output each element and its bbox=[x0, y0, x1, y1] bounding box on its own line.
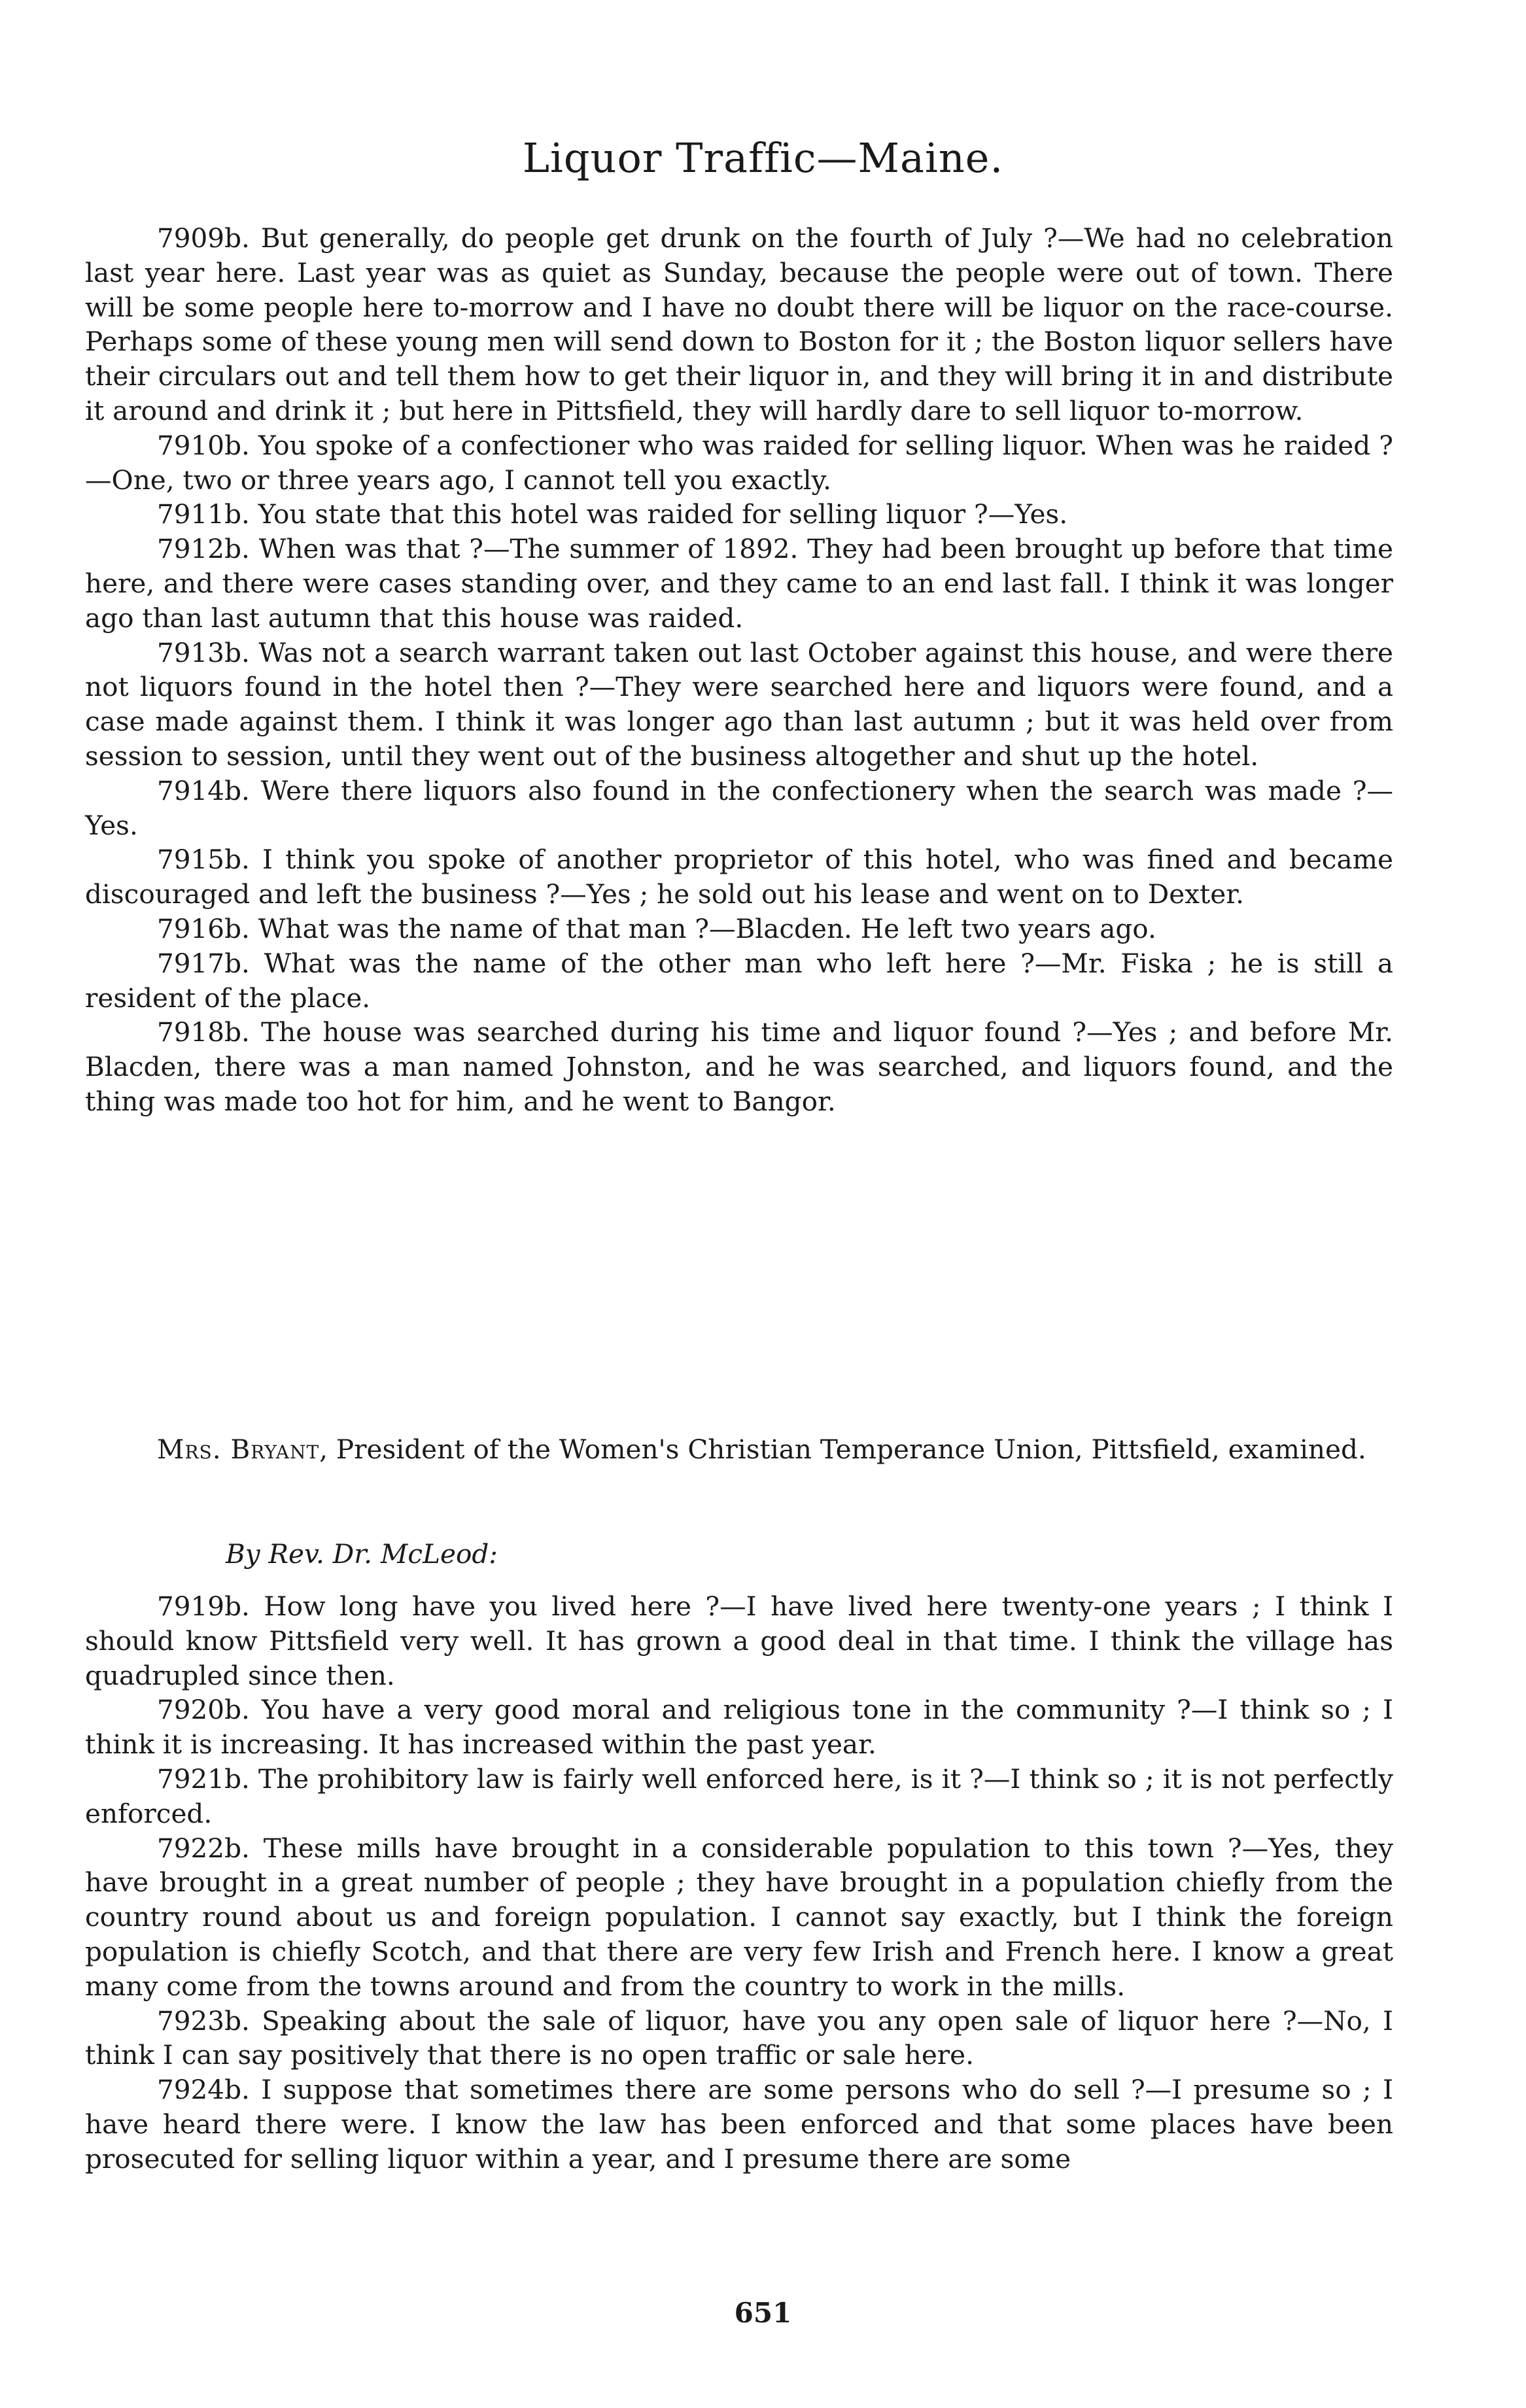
testimony-section-1 bbox=[85, 221, 1393, 1119]
witness-description: , President of the Women's Christian Temperance Union, Pittsfield, examined. bbox=[319, 1434, 1366, 1465]
testimony-paragraph-7924b: 7924b. I suppose that sometimes there are some persons who do sell ?—I presume so ; I have heard there were. I know the law has been enforced and that some places have been prosecuted for selling liquor within a year, and I presume there are some bbox=[85, 2074, 1393, 2175]
testimony-paragraph-7920b: 7920b. You have a very good moral and religious tone in the community ?—I think so ; I think it is increasing. It has increased within the past year. bbox=[85, 1694, 1393, 1761]
witness-heading bbox=[85, 1432, 1393, 1467]
testimony-paragraph-7919b: 7919b. How long have you lived here ?—I have lived here twenty-one years ; I think I should know Pittsfield very well. It has grown a good deal in that time. I think the village has quadrupled since then. bbox=[85, 1591, 1393, 1691]
testimony-paragraph-7918b: 7918b. The house was searched during his time and liquor found ?—Yes ; and before Mr. Blacden, there was a man named Johnston, and he was searched, and liquors found, and the thing was made too hot for him, and he went to Bangor. bbox=[85, 1016, 1393, 1117]
testimony-paragraph-7915b: 7915b. I think you spoke of another proprietor of this hotel, who was fined and became discouraged and left the business ?—Yes ; he sold out his lease and went on to Dexter. bbox=[85, 844, 1393, 910]
testimony-paragraph-7922b: 7922b. These mills have brought in a considerable population to this town ?—Yes, they have brought in a great number of people ; they have brought in a population chiefly from the country round about us and foreign population. I cannot say exactly, but I think the foreign population is chiefly Scotch, and that there are very few Irish and French here. I know a great many come from the towns around and from the country to work in the mills. bbox=[85, 1832, 1393, 2002]
testimony-paragraph-7923b: 7923b. Speaking about the sale of liquor, have you any open sale of liquor here ?—No, I think I can say positively that there is no open traffic or sale here. bbox=[85, 2004, 1393, 2071]
testimony-section-2 bbox=[85, 1589, 1393, 2176]
running-head: Liquor Traffic—Maine. bbox=[522, 134, 1004, 182]
testimony-paragraph-7916b: 7916b. What was the name of that man ?—Blacden. He left two years ago. bbox=[157, 912, 1156, 944]
testimony-paragraph-7911b: 7911b. You state that this hotel was raided for selling liquor ?—Yes. bbox=[157, 498, 1068, 530]
examiner-line: By Rev. Dr. McLeod: bbox=[226, 1538, 498, 1570]
testimony-paragraph-7912b: 7912b. When was that ?—The summer of 1892. They had been brought up before that time here, and there were cases standing over, and they came to an end last fall. I think it was longer ago than last autumn that this house was raided. bbox=[85, 533, 1393, 634]
testimony-paragraph-7909b: 7909b. But generally, do people get drunk on the fourth of July ?—We had no celebration last year here. Last year was as quiet as Sunday, because the people were out of town. There will be some people here to-morrow and I have no doubt there will be liquor on the race-course. Perhaps some of these young men will send down to Boston for it ; the Boston liquor sellers have their circulars out and tell them how to get their liquor in, and they will bring it in and distribute it around and drink it ; but here in Pittsfield, they will hardly dare to sell liquor to-morrow. bbox=[85, 222, 1393, 426]
testimony-paragraph-7910b: 7910b. You spoke of a confectioner who was raided for selling liquor. When was he raided ?—One, two or three years ago, I cannot tell you exactly. bbox=[85, 429, 1393, 496]
testimony-paragraph-7913b: 7913b. Was not a search warrant taken out last October against this house, and were there not liquors found in the hotel then ?—They were searched here and liquors were found, and a case made against them. I think it was longer ago than last autumn ; but it was held over from session to session, until they went out of the business altogether and shut up the hotel. bbox=[85, 636, 1393, 772]
page-number: 651 bbox=[734, 2297, 792, 2329]
witness-name: Mrs. Bryant bbox=[157, 1434, 320, 1465]
testimony-paragraph-7921b: 7921b. The prohibitory law is fairly well enforced here, is it ?—I think so ; it is not perfectly enforced. bbox=[85, 1763, 1393, 1829]
testimony-paragraph-7917b: 7917b. What was the name of the other man who left here ?—Mr. Fiska ; he is still a resident of the place. bbox=[85, 947, 1393, 1014]
testimony-paragraph-7914b: 7914b. Were there liquors also found in the confectionery when the search was made ?—Yes. bbox=[85, 774, 1393, 841]
